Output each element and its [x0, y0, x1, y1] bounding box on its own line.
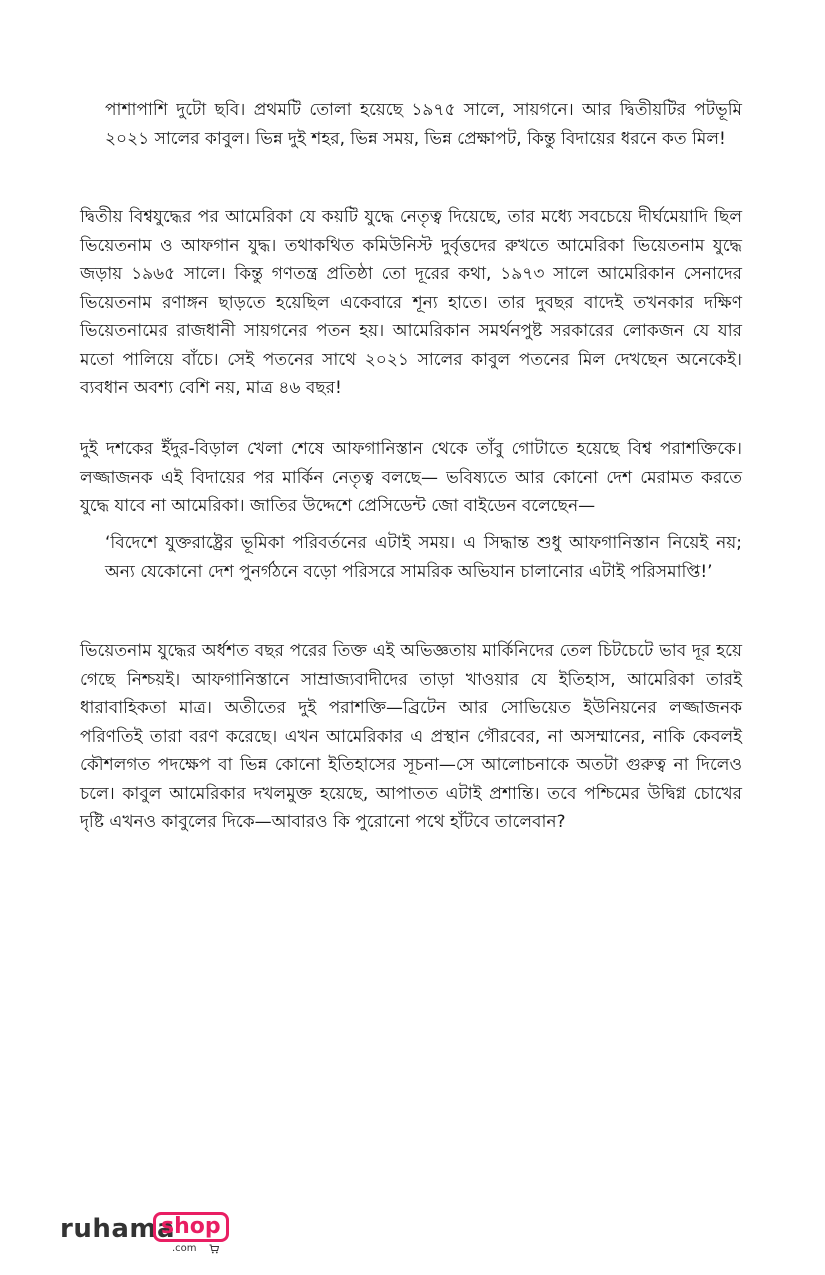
shopping-cart-icon [209, 1244, 219, 1254]
logo-shop-badge [153, 1212, 229, 1242]
logo-domain: .com [172, 1243, 197, 1254]
paragraph-withdrawal: দুই দশকের ইঁদুর-বিড়াল খেলা শেষে আফগানিস্তান থেকে তাঁবু গোটাতে হয়েছে বিশ্ব পরাশক্তিকে। লজ্জাজনক এই বিদায়ের পর মার্কিন নেতৃত্ব বলছে— ভবিষ্যতে আর কোনো দেশ মেরামত করতে যুদ্ধে যাবে না আমেরিকা। জাতির উদ্দেশে প্রেসিডেন্ট জো বাইডেন বলেছেন— [80, 439, 742, 516]
biden-quote: ‘বিদেশে যুক্তরাষ্ট্রের ভূমিকা পরিবর্তনের এটাই সময়। এ সিদ্ধান্ত শুধু আফগানিস্তান নিয়েই নয়; অন্য যেকোনো দেশ পুনর্গঠনে বড়ো পরিসরে সামরিক অভিযান চালানোর এটাই পরিসমাপ্তি!’ [105, 533, 742, 582]
ruhamashop-logo [60, 1212, 225, 1258]
paragraph-vietnam-afghan: দ্বিতীয় বিশ্বযুদ্ধের পর আমেরিকা যে কয়টি যুদ্ধে নেতৃত্ব দিয়েছে, তার মধ্যে সবচেয়ে দীর্ঘমেয়াদি ছিল ভিয়েতনাম ও আফগান যুদ্ধ। তথাকথিত কমিউনিস্ট দুর্বৃত্তদের রুখতে আমেরিকা ভিয়েতনাম যুদ্ধে জড়ায় ১৯৬৫ সালে। কিন্তু গণতন্ত্র প্রতিষ্ঠা তো দূরের কথা, ১৯৭৩ সালে আমেরিকান সেনাদের ভিয়েতনাম রণাঙ্গন ছাড়তে হয়েছিল একেবারে শূন্য হাতে। তার দুবছর বাদেই তখনকার দক্ষিণ ভিয়েতনামের রাজধানী সায়গনের পতন হয়। আমেরিকান সমর্থনপুষ্ট সরকারের লোকজন যে যার মতো পালিয়ে বাঁচে। সেই পতনের সাথে ২০২১ সালের কাবুল পতনের মিল দেখছেন অনেকেই। ব্যবধান অবশ্য বেশি নয়, মাত্র ৪৬ বছর! [80, 207, 742, 398]
paragraph-intro: পাশাপাশি দুটো ছবি। প্রথমটি তোলা হয়েছে ১৯৭৫ সালে, সায়গনে। আর দ্বিতীয়টির পটভূমি ২০২১ সালের কাবুল। ভিন্ন দুই শহর, ভিন্ন সময়, ভিন্ন প্রেক্ষাপট, কিন্তু বিদায়ের ধরনে কত মিল! [105, 100, 742, 149]
logo-word-ruhama: ruhama [60, 1214, 176, 1244]
logo-word-shop: shop [161, 1214, 221, 1239]
paragraph-conclusion: ভিয়েতনাম যুদ্ধের অর্ধশত বছর পরের তিক্ত এই অভিজ্ঞতায় মার্কিনিদের তেল চিটচেটে ভাব দূর হয়ে গেছে নিশ্চয়ই। আফগানিস্তানে সাম্রাজ্যবাদীদের তাড়া খাওয়ার যে ইতিহাস, আমেরিকা তারই ধারাবাহিকতা মাত্র। অতীতের দুই পরাশক্তি—ব্রিটেন আর সোভিয়েত ইউনিয়নের লজ্জাজনক পরিণতিই তারা বরণ করেছে। এখন আমেরিকার এ প্রস্থান গৌরবের, না অসম্মানের, নাকি কেবলই কৌশলগত পদক্ষেপ বা ভিন্ন কোনো ইতিহাসের সূচনা—সে আলোচনাকে অতটা গুরুত্ব না দিলেও চলে। কাবুল আমেরিকার দখলমুক্ত হয়েছে, আপাতত এটাই প্রশান্তি। তবে পশ্চিমের উদ্বিগ্ন চোখের দৃষ্টি এখনও কাবুলের দিকে—আবারও কি পুরোনো পথে হাঁটবে তালেবান? [80, 641, 742, 832]
